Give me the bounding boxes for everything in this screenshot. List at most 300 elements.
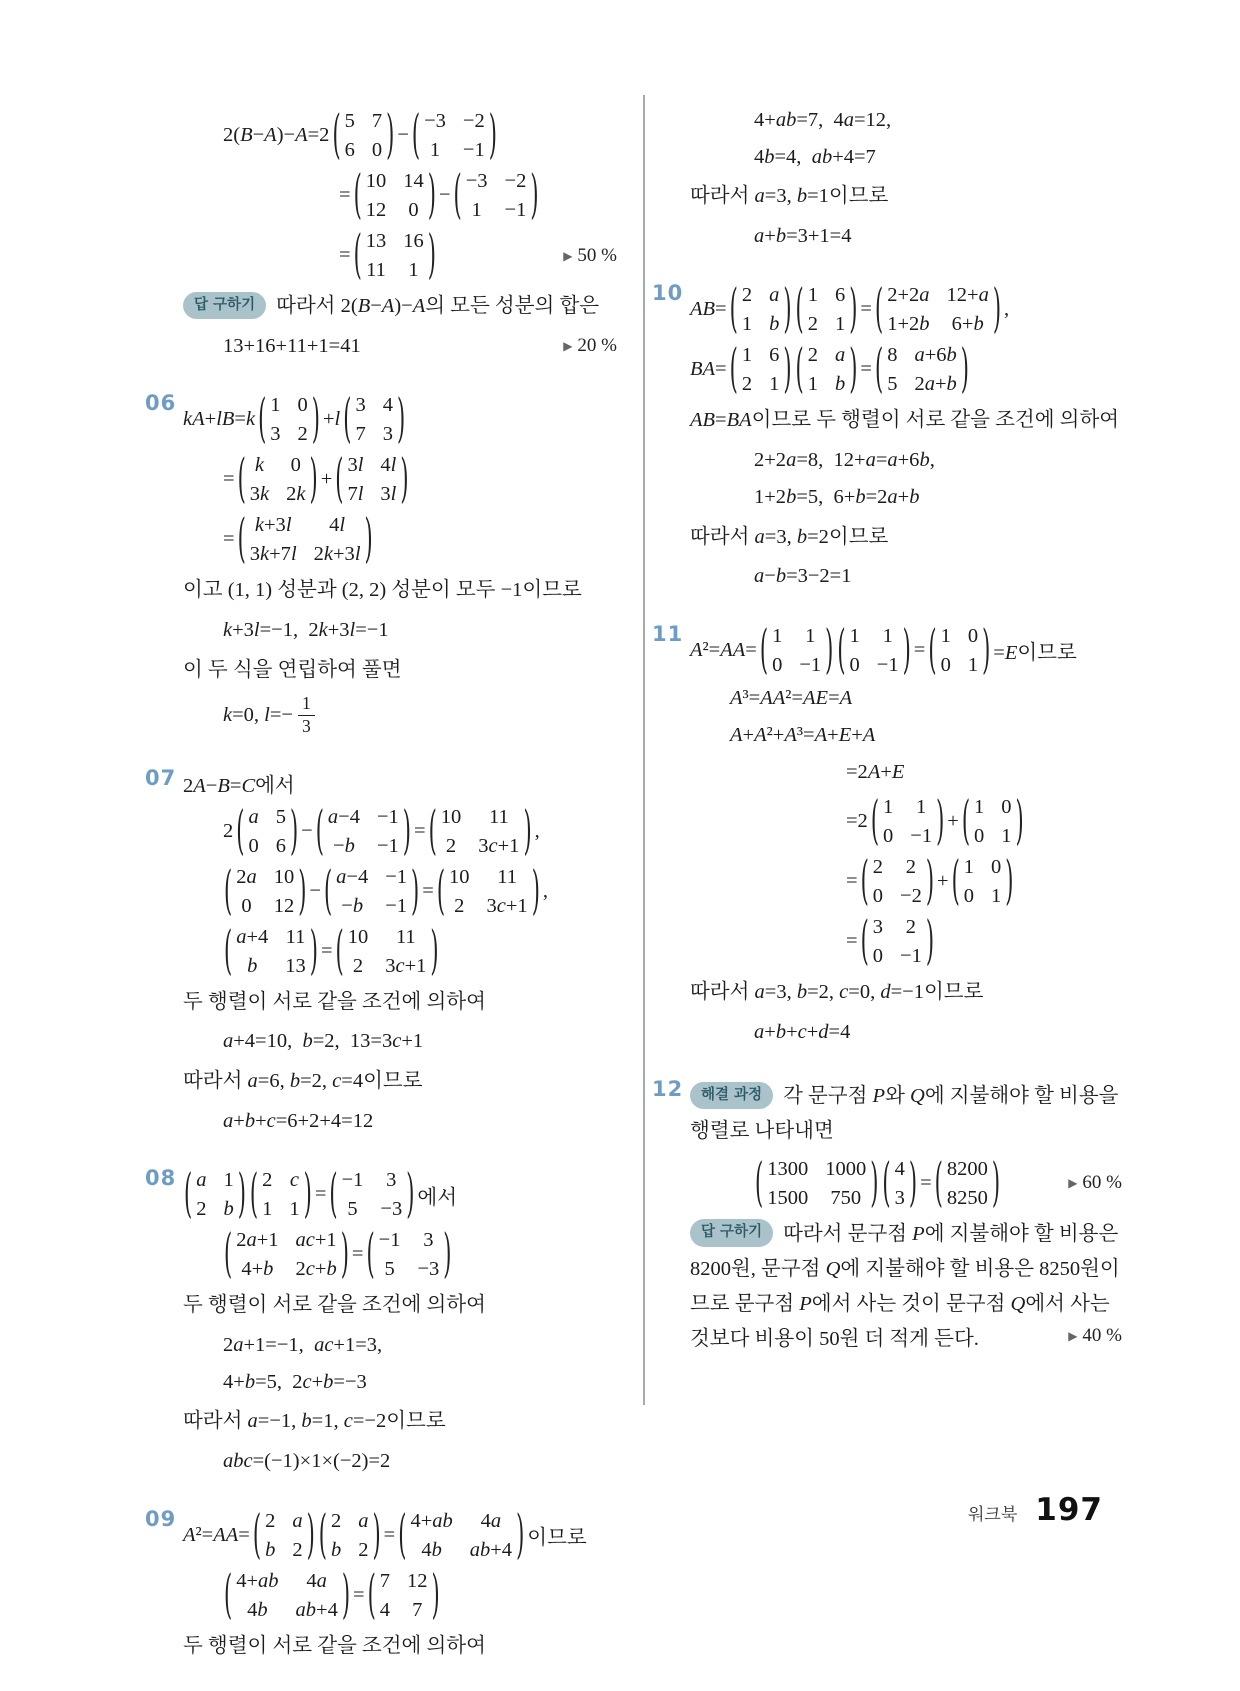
math-text-run: + — [314, 1258, 327, 1280]
score-percent-marker — [1068, 1320, 1122, 1353]
math-text-run: 2 — [262, 1169, 273, 1191]
math-line — [223, 1025, 617, 1059]
math-text-run: +3 — [264, 514, 286, 537]
math-variable: ac — [295, 1229, 315, 1251]
math-text-run: + — [880, 761, 892, 784]
math-text-run: 3 — [423, 1229, 434, 1251]
matrix-paren-left: ( — [224, 1563, 233, 1624]
matrix-grid — [262, 1167, 300, 1222]
matrix — [335, 448, 409, 509]
matrix-cell — [386, 1167, 396, 1193]
math-variable: c — [343, 1410, 353, 1433]
matrix-cell — [403, 228, 424, 254]
matrix-cell — [383, 392, 393, 418]
math-variable: P — [872, 1085, 886, 1107]
math-variable: lB — [216, 408, 235, 431]
math-text-run: =−1, 2 — [259, 619, 319, 641]
matrix-cell — [296, 1227, 337, 1253]
math-text-run: )− — [276, 124, 296, 146]
math-text-run: 1 — [429, 139, 441, 161]
matrix — [366, 1223, 452, 1284]
matrix — [318, 1503, 381, 1564]
matrix-cell — [497, 864, 517, 890]
math-text-run: 2 — [807, 313, 818, 336]
triangle-right-icon: ▶ — [563, 339, 573, 354]
matrix-cell — [964, 883, 974, 909]
math-text-run: =3, — [764, 185, 797, 207]
math-text-run: =4 — [828, 1020, 851, 1043]
math-text-run: 4 — [754, 145, 765, 168]
math-text-run: − — [438, 184, 451, 206]
math-text-run: 2 — [313, 543, 324, 566]
matrix-paren-right: ) — [936, 790, 945, 850]
math-line — [846, 910, 1122, 970]
math-text-run: − — [333, 834, 345, 857]
matrix-cell — [377, 833, 399, 859]
math-variable: b — [919, 449, 930, 471]
math-variable: a — [887, 486, 898, 508]
math-text-run: 11 — [285, 925, 306, 948]
matrix-cell — [408, 197, 418, 223]
math-variable: A — [183, 1523, 196, 1546]
paragraph-text — [183, 1294, 486, 1316]
math-text-run: 1300 — [767, 1157, 809, 1180]
math-variable: ab — [469, 1538, 491, 1561]
math-text-run: 이므로 — [1017, 642, 1077, 665]
math-line — [339, 164, 617, 225]
math-expression — [309, 880, 321, 903]
math-text-run: = — [351, 1243, 364, 1265]
matrix-paren-right: ) — [309, 919, 318, 980]
paragraph-text — [183, 1635, 486, 1657]
matrix-cell — [290, 1167, 299, 1193]
matrix-grid — [236, 1568, 338, 1623]
math-text-run: 2 — [905, 855, 917, 878]
matrix-cell — [769, 282, 779, 308]
math-text-run: =12, — [854, 108, 892, 131]
math-text-run: =(−1)×1×(−2)=2 — [252, 1450, 391, 1472]
matrix-cell — [883, 623, 893, 649]
matrix-paren-left: ( — [428, 799, 437, 860]
matrix-cell — [808, 282, 818, 308]
paragraph-text — [690, 185, 888, 207]
math-text-run: ²= — [702, 638, 721, 661]
math-variable: b — [946, 344, 957, 367]
math-text-run: 8200 — [946, 1157, 988, 1180]
math-line — [223, 448, 617, 509]
math-text-run: + — [742, 724, 755, 747]
matrix-cell — [742, 371, 752, 397]
math-variable: b — [834, 373, 846, 396]
matrix-cell — [223, 1196, 233, 1222]
math-text-run: + — [947, 809, 959, 832]
math-text-run: 2+2 — [754, 449, 787, 471]
math-text-run: 4 — [306, 1569, 317, 1592]
math-variable: l — [253, 619, 260, 641]
matrix-paren-right: ) — [431, 1563, 440, 1624]
math-variable: b — [775, 224, 787, 247]
matrix-cell — [410, 1508, 452, 1534]
problem-solution-lines — [690, 1074, 1122, 1363]
math-text-run: 1 — [769, 373, 780, 396]
math-expression — [223, 704, 293, 727]
matrix — [315, 799, 411, 860]
math-expression — [754, 146, 876, 169]
math-variable: B — [217, 774, 230, 797]
matrix-cell — [835, 311, 845, 337]
math-line — [183, 1503, 617, 1564]
matrix-grid — [974, 794, 1012, 849]
math-variable: c — [395, 954, 405, 977]
problem-solution-lines — [183, 1504, 617, 1669]
math-variable: P — [799, 1293, 812, 1315]
problem-block — [652, 278, 1122, 597]
math-text-run: 6 — [834, 284, 846, 307]
math-text-run: 1 — [991, 884, 1002, 907]
math-text-run: +4=10, — [233, 1030, 303, 1053]
page-footer — [968, 1492, 1103, 1528]
math-variable: A — [264, 124, 277, 146]
matrix-cell — [424, 108, 446, 134]
matrix-cell — [883, 823, 893, 849]
math-text-run: 4 — [382, 394, 393, 417]
left-column — [145, 104, 617, 1691]
math-text-run: 2 — [807, 344, 818, 367]
math-line — [339, 224, 617, 285]
matrix-cell — [358, 1508, 368, 1534]
math-text-run: 2 — [454, 894, 465, 917]
matrix-cell — [964, 854, 974, 880]
math-line — [754, 481, 1122, 515]
math-variable: b — [919, 313, 930, 336]
matrix-cell — [873, 854, 883, 880]
matrix-grid — [196, 1167, 234, 1222]
math-text-run: 1 — [223, 1169, 234, 1191]
matrix-paren-right: ) — [400, 448, 409, 509]
math-text-run: + — [204, 408, 217, 431]
math-text-run: 0 — [241, 894, 252, 917]
matrix-paren-right: ) — [991, 1151, 1001, 1212]
matrix-cell — [767, 1185, 808, 1211]
math-text-run: 0 — [991, 855, 1002, 878]
problem-number: 06 — [145, 391, 177, 416]
matrix-cell — [487, 893, 528, 919]
matrix-cell — [385, 953, 426, 979]
problem-number — [652, 100, 690, 256]
math-text-run: 에 지불해야 할 비용을 행렬로 나타내면 — [690, 1085, 1124, 1143]
math-text-run: −4 — [338, 805, 360, 828]
math-text-run: =2 — [846, 809, 868, 832]
math-variable: a — [919, 284, 930, 307]
math-text-run: 2 — [741, 284, 753, 307]
math-variable: b — [302, 1030, 313, 1053]
matrix-cell — [947, 282, 989, 308]
matrix-grid — [236, 924, 306, 979]
math-text-run: 12 — [407, 1569, 428, 1592]
matrix-grid — [380, 1568, 428, 1623]
math-text-run: 6+ — [951, 313, 974, 336]
math-variable: b — [946, 373, 957, 396]
matrix-cell — [385, 893, 407, 919]
math-variable: a — [914, 344, 925, 367]
math-variable: l — [285, 514, 292, 537]
math-text-run: = — [715, 358, 727, 381]
problem-block — [145, 763, 617, 1142]
math-text-run: ³= — [742, 687, 761, 710]
math-text-run: 3 — [478, 834, 489, 857]
math-text-run: , — [542, 879, 549, 902]
matrix-cell — [380, 1568, 390, 1594]
math-text-run: + — [934, 373, 947, 396]
math-text-run: 12 — [273, 894, 295, 917]
math-variable: b — [263, 1258, 274, 1280]
math-expression — [754, 449, 935, 472]
matrix-paren-right: ) — [298, 859, 307, 920]
math-text-run: −1 — [900, 944, 922, 967]
math-expression — [223, 468, 235, 491]
math-text-run: = — [223, 468, 235, 491]
math-variable: A — [381, 295, 395, 317]
math-text-run: −1 — [341, 1169, 364, 1191]
matrix-cell — [991, 854, 1001, 880]
math-text-run: + — [786, 1020, 798, 1043]
problem-number: 07 — [145, 765, 177, 790]
matrix-cell — [276, 833, 286, 859]
math-text-run: 4+ — [410, 1509, 433, 1532]
math-text-run: +4 — [490, 1538, 513, 1561]
math-text-run: 2 — [196, 1198, 207, 1220]
math-line — [730, 719, 1122, 753]
matrix-cell — [772, 623, 782, 649]
math-text-run: +1 — [401, 1030, 424, 1053]
math-variable: b — [855, 486, 866, 508]
matrix-grid — [873, 914, 922, 969]
math-text-run: =−3 — [333, 1370, 367, 1393]
problem-number: 11 — [652, 621, 684, 646]
math-text-run: 에 지불해야 할 비용은 8250원이므로 문구점 — [690, 1257, 1120, 1315]
math-variable: Q — [825, 1257, 841, 1280]
matrix-grid — [379, 1227, 440, 1282]
problem-block — [145, 1504, 617, 1669]
math-expression — [690, 358, 727, 381]
math-variable: b — [909, 486, 920, 508]
matrix-cell — [808, 371, 818, 397]
matrix-cell — [270, 421, 280, 447]
matrix-paren-right: ) — [908, 1151, 918, 1212]
matrix-paren-left: ( — [951, 850, 960, 910]
matrix-cell — [466, 168, 488, 194]
math-variable: b — [796, 980, 808, 1003]
matrix-cell — [742, 311, 752, 337]
math-variable: b — [265, 1538, 276, 1561]
math-line — [183, 1163, 617, 1224]
math-variable: b — [301, 1410, 312, 1433]
matrix-paren-left: ( — [436, 859, 446, 920]
math-variable: l — [334, 408, 341, 431]
math-variable: a — [769, 284, 780, 307]
matrix-paren-right: ) — [488, 104, 497, 165]
matrix-paren-right: ) — [364, 508, 373, 569]
math-text-run: 8 — [887, 344, 898, 367]
math-variable: a — [292, 1509, 303, 1532]
paragraph-text — [183, 579, 582, 601]
math-text-run: 2 — [352, 954, 364, 977]
math-text-run: 3 — [347, 454, 358, 477]
math-expression — [754, 1021, 850, 1044]
math-text-run: +1 — [404, 954, 427, 977]
math-variable: A — [193, 774, 206, 797]
matrix-cell — [830, 1185, 861, 1211]
math-variable: a — [924, 373, 935, 396]
math-variable: a — [196, 1169, 207, 1191]
score-percent-marker — [1068, 1172, 1122, 1194]
matrix-cell — [274, 864, 295, 890]
math-variable: b — [764, 145, 775, 168]
math-variable: a — [358, 1509, 369, 1532]
math-expression — [339, 244, 351, 267]
math-text-run: = — [238, 1523, 250, 1546]
math-variable: c — [289, 1169, 300, 1191]
matrix-paren-left: ( — [755, 1151, 764, 1212]
math-text-run: 13+16+11+1=41 — [223, 334, 361, 357]
matrix — [428, 799, 532, 860]
matrix-grid — [348, 924, 427, 979]
problem-number — [145, 104, 183, 366]
math-text-run: ²= — [785, 687, 804, 710]
math-text-run: + — [851, 724, 863, 747]
matrix-paren-right: ) — [783, 338, 792, 399]
math-text-run: 2 — [286, 483, 297, 506]
math-variable: a — [754, 980, 765, 1003]
matrix-paren-left: ( — [184, 1163, 193, 1224]
matrix-cell — [296, 1256, 337, 1282]
math-expression — [543, 880, 548, 903]
math-text-run: = — [414, 819, 426, 842]
matrix-cell — [380, 1597, 390, 1623]
matrix-cell — [941, 623, 951, 649]
matrix-grid — [850, 623, 899, 678]
math-text-run: − — [309, 879, 321, 902]
math-variable: b — [326, 1258, 337, 1280]
matrix — [453, 164, 539, 225]
math-text-run: −1 — [876, 653, 899, 676]
matrix-cell — [968, 652, 978, 678]
math-expression — [223, 619, 389, 642]
matrix-cell — [423, 1227, 433, 1253]
matrix-grid — [250, 452, 306, 507]
math-text-run: 11 — [395, 925, 416, 948]
math-text-run: + — [827, 724, 839, 747]
math-variable: A — [730, 724, 743, 747]
math-text-run: = — [828, 687, 840, 710]
math-variable: A — [730, 687, 743, 710]
matrix-cell — [270, 392, 280, 418]
math-variable: c — [797, 1020, 807, 1043]
matrix-cell — [767, 1156, 808, 1182]
math-text-run: 2 — [236, 865, 247, 888]
math-line — [223, 1365, 617, 1399]
footer-section-label: 워크북 — [968, 1505, 1018, 1525]
problem-block — [652, 100, 1122, 256]
problem-solution-lines — [183, 388, 617, 740]
math-text-run: +3 — [333, 543, 355, 566]
matrix-cell — [991, 883, 1001, 909]
text-line — [183, 985, 617, 1020]
matrix-cell — [412, 1597, 422, 1623]
matrix — [961, 790, 1024, 850]
math-line — [223, 1328, 617, 1362]
matrix — [329, 1163, 415, 1224]
math-variable: l — [349, 619, 356, 641]
matrix — [184, 1163, 246, 1224]
math-text-run: 따라서 — [690, 525, 755, 548]
matrix-cell — [906, 914, 916, 940]
math-line — [754, 103, 1122, 137]
math-text-run: 이므로 두 행렬이 서로 같을 조건에 의하여 — [751, 409, 1120, 432]
math-expression — [323, 408, 340, 431]
math-text-run: 3 — [270, 423, 281, 446]
math-text-run: =−2이므로 — [352, 1410, 446, 1433]
matrix — [237, 508, 373, 569]
math-variable: a — [223, 1030, 234, 1053]
matrix-paren-right: ) — [1005, 850, 1014, 910]
matrix-paren-right: ) — [289, 799, 299, 860]
math-text-run: , — [1004, 298, 1010, 321]
math-variable: ab — [775, 108, 797, 131]
score-percent-marker — [563, 335, 617, 357]
math-variable: b — [775, 1020, 787, 1043]
math-text-run: 3 — [872, 915, 884, 938]
matrix-paren-right: ) — [960, 338, 969, 399]
text-line — [183, 653, 617, 688]
math-text-run: + — [764, 1020, 776, 1043]
math-text-run: 0 — [872, 884, 884, 907]
math-expression — [846, 810, 868, 833]
math-variable: AA — [213, 1523, 239, 1546]
matrix-cell — [248, 833, 258, 859]
matrix-paren-right: ) — [530, 164, 539, 225]
math-text-run: 2 — [265, 1509, 276, 1532]
matrix-paren-right: ) — [311, 388, 320, 449]
math-expression — [730, 687, 852, 710]
matrix-cell — [377, 804, 399, 830]
matrix-paren-left: ( — [795, 278, 804, 339]
math-text-run: 3 — [249, 483, 261, 506]
triangle-right-icon: ▶ — [1068, 1329, 1078, 1344]
math-text-run: =0, — [848, 980, 881, 1003]
math-text-run: 2( — [223, 124, 241, 146]
matrix-paren-right: ) — [516, 1503, 525, 1564]
math-text-run: −1 — [385, 865, 408, 888]
matrix-cell — [250, 541, 297, 567]
math-variable: b — [223, 1198, 234, 1220]
matrix-grid — [742, 342, 780, 397]
math-text-run: =2 — [307, 124, 330, 146]
math-variable: Q — [1010, 1293, 1026, 1315]
math-text-run: 2 — [295, 1258, 306, 1280]
matrix-paren-left: ( — [343, 388, 352, 449]
matrix-paren-left: ( — [874, 338, 884, 399]
matrix-paren-left: ( — [332, 104, 341, 165]
matrix-grid — [808, 342, 846, 397]
solution-step-badge: 답 구하기 — [690, 1219, 773, 1247]
matrix-cell — [236, 864, 257, 890]
math-text-run: =2 — [846, 761, 868, 784]
matrix-cell — [336, 864, 368, 890]
matrix-cell — [358, 1537, 368, 1563]
matrix-cell — [887, 371, 897, 397]
math-text-run: 6 — [275, 834, 286, 857]
